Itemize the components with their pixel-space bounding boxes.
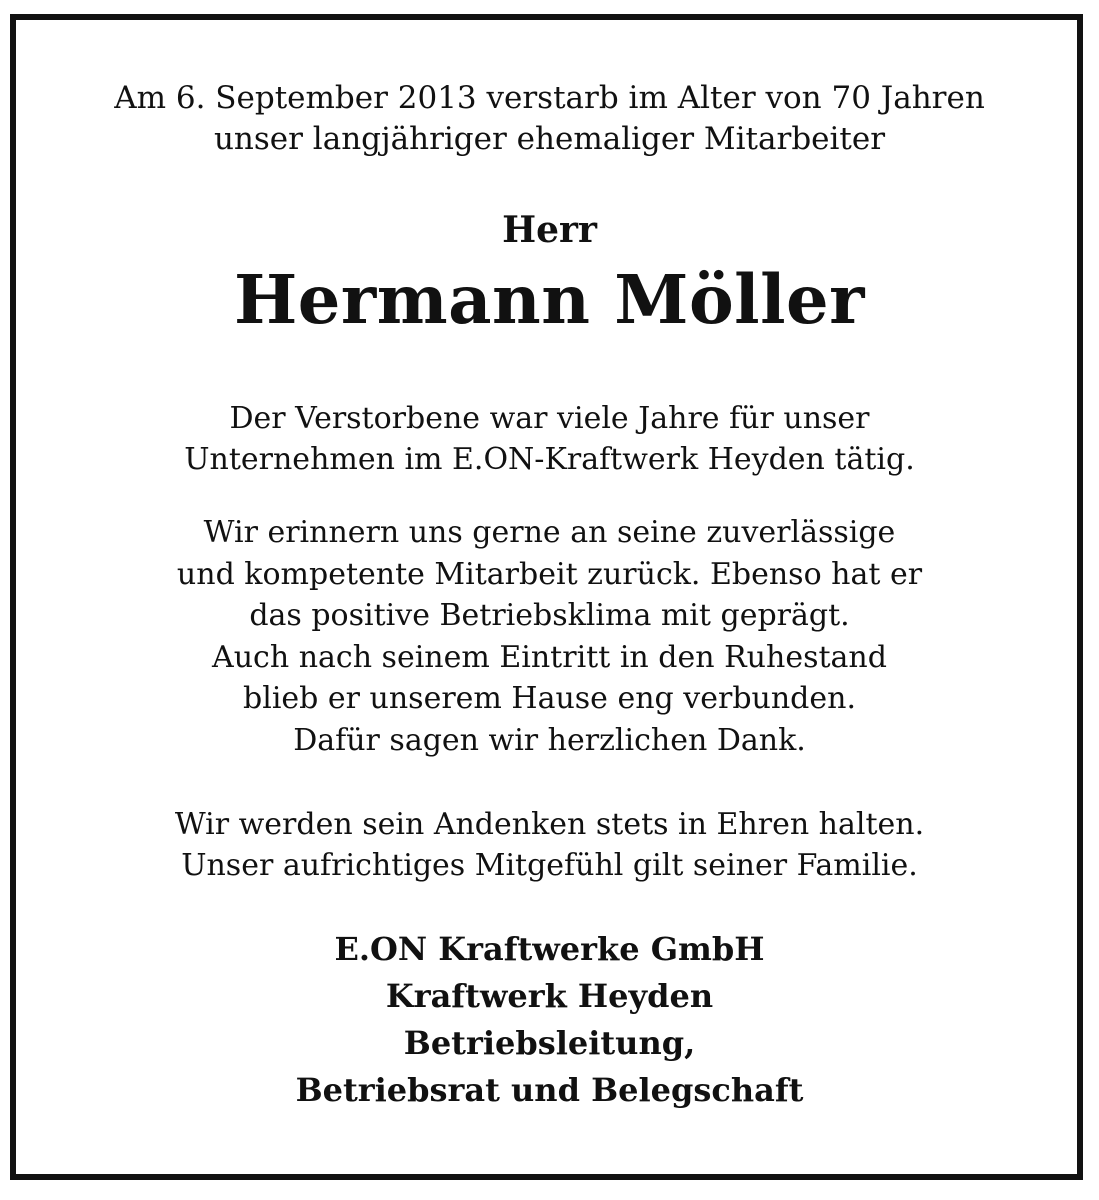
signature-line: E.ON Kraftwerke GmbH xyxy=(334,930,765,968)
intro-text xyxy=(0,78,1099,160)
paragraph-line: Wir erinnern uns gerne an seine zuverlässige xyxy=(203,515,896,550)
paragraph-line: Unternehmen im E.ON-Kraftwerk Heyden tätig. xyxy=(184,442,915,477)
signature-line: Betriebsleitung, xyxy=(403,1024,696,1062)
tribute-paragraph-3 xyxy=(0,804,1099,886)
paragraph-line: Unser aufrichtiges Mitgefühl gilt seiner Familie. xyxy=(181,848,918,883)
paragraph-line: Wir werden sein Andenken stets in Ehren halten. xyxy=(174,807,925,842)
signature-line: Betriebsrat und Belegschaft xyxy=(295,1071,804,1109)
signature-block xyxy=(0,926,1099,1114)
intro-line: unser langjähriger ehemaliger Mitarbeiter xyxy=(213,121,886,157)
intro-line: Am 6. September 2013 verstarb im Alter von 70 Jahren xyxy=(114,80,985,116)
paragraph-line: Der Verstorbene war viele Jahre für unser xyxy=(229,401,870,436)
paragraph-line: und kompetente Mitarbeit zurück. Ebenso hat er xyxy=(176,556,923,592)
deceased-name: Hermann Möller xyxy=(234,260,865,339)
paragraph-line: Dafür sagen wir herzlichen Dank. xyxy=(293,722,806,758)
tribute-paragraph-1 xyxy=(0,398,1099,480)
deceased-honorific: Herr xyxy=(502,209,597,251)
signature-line: Kraftwerk Heyden xyxy=(385,977,714,1015)
paragraph-line: das positive Betriebsklima mit geprägt. xyxy=(249,598,850,633)
paragraph-line: blieb er unserem Hause eng verbunden. xyxy=(243,681,856,716)
paragraph-line: Auch nach seinem Eintritt in den Ruhestand xyxy=(212,639,887,675)
tribute-paragraph-2 xyxy=(0,512,1099,761)
